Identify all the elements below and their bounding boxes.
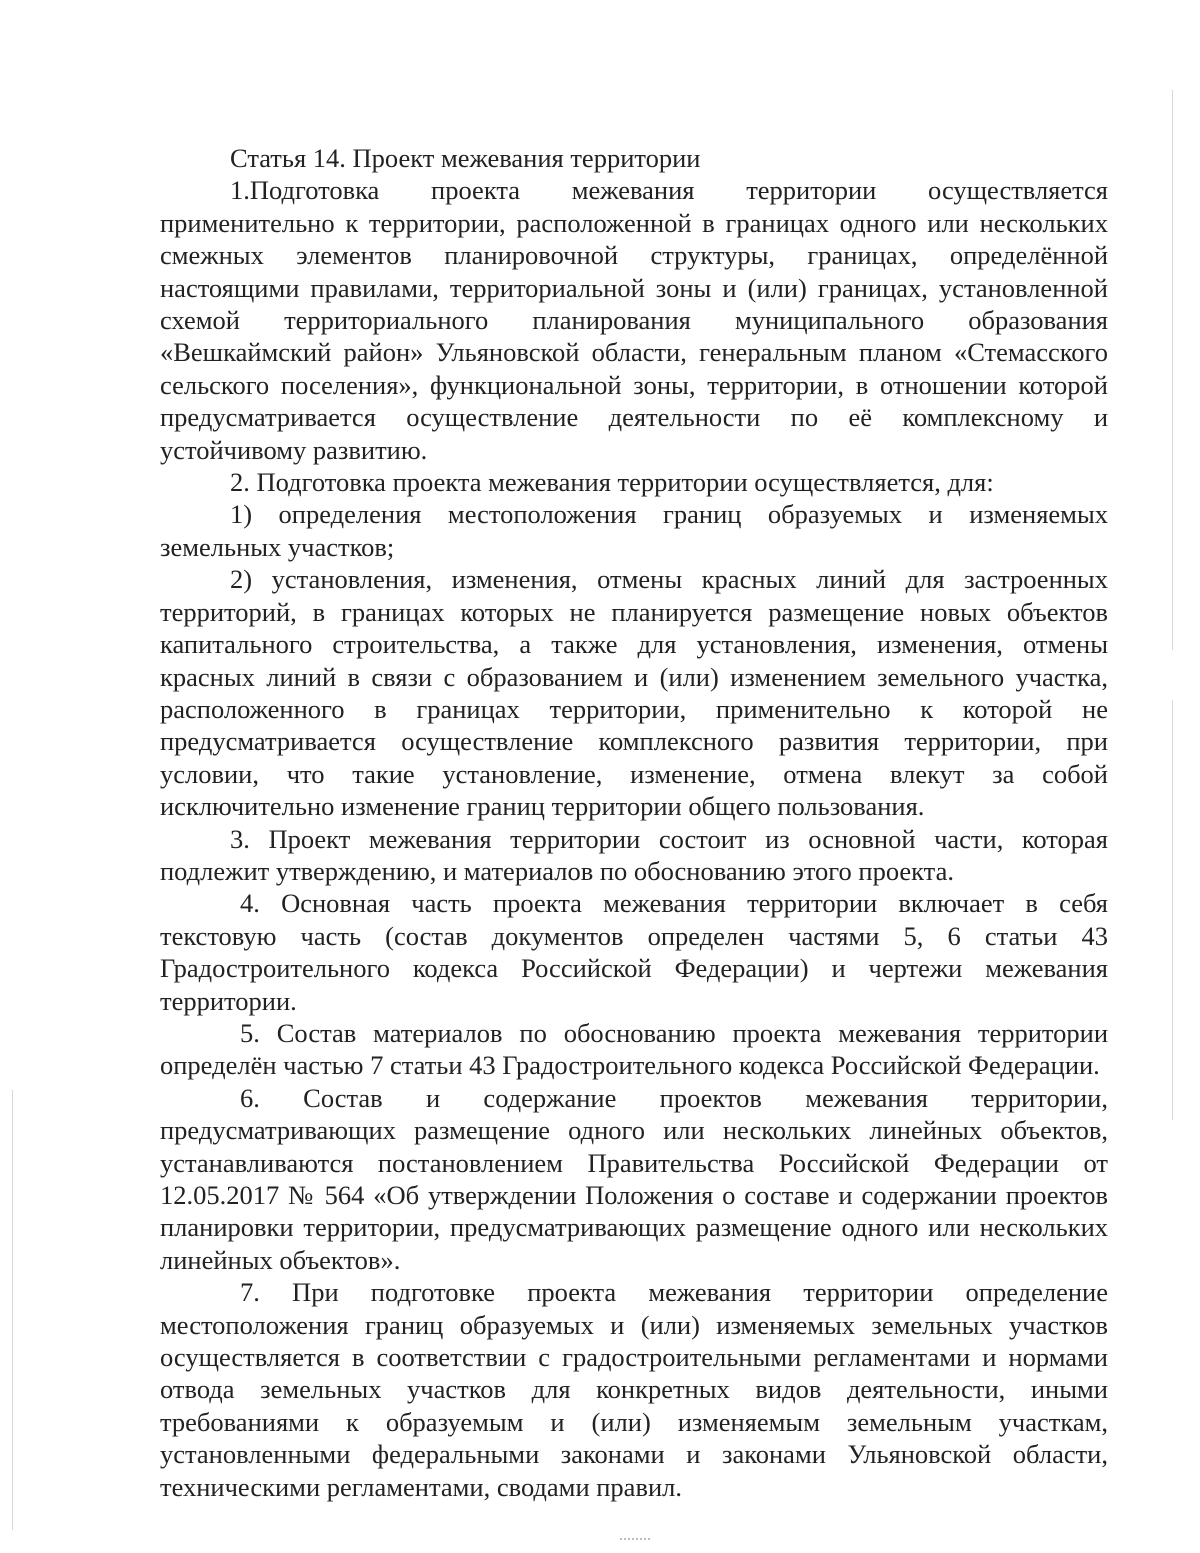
- paragraph-7: 7. При подготовке проекта межевания территории определение местоположения границ образуемых и (или) изменяемых земельных участков осуществляется в соответствии с градостроительными регламентами и нормами отвода земельных участков для конкретных видов деятельности, иными требованиями к образуемым и (или) изменяемым земельным участкам, установленными федеральными законами и законами Ульяновской области, техническими регламентами, сводами правил.: [160, 1277, 1108, 1502]
- paragraph-3: 3. Проект межевания территории состоит из основной части, которая подлежит утверждению, и материалов по обоснованию этого проекта.: [160, 823, 1108, 886]
- paragraph-1: 1.Подготовка проекта межевания территории осуществляется применительно к территории, расположенной в границах одного или нескольких смежных элементов планировочной структуры, границах, определённой настоящими правилами, территориальной зоны и (или) границах, установленной схемой территориального планирования муниципального образования «Вешкаймский район» Ульяновской области, генеральным планом «Стемасского сельского поселения», функциональной зоны, территории, в отношении которой предусматривается осуществление деятельности по её комплексному и устойчивому развитию.: [160, 175, 1108, 465]
- paragraph-6: 6. Состав и содержание проектов межевания территории, предусматривающих размещение одного или нескольких линейных объектов, устанавливаются постановлением Правительства Российской Федерации от 12.05.2017 № 564 «Об утверждении Положения о составе и содержании проектов планировки территории, предусматривающих размещение одного или нескольких линейных объектов».: [160, 1082, 1108, 1275]
- scan-edge-mark-left: [12, 1090, 13, 1530]
- scan-edge-mark-right-lower: [1172, 700, 1173, 1120]
- paragraph-2-item-2: 2) установления, изменения, отмены красных линий для застроенных территорий, в границах которых не планируется размещение новых объектов капитального строительства, а также для установления, изменения, отмены красных линий в связи с образованием и (или) изменением земельного участка, расположенного в границах территории, применительно к которой не предусматривается осуществление комплексного развития территории, при условии, что такие установление, изменение, отмена влекут за собой исключительно изменение границ территории общего пользования.: [160, 564, 1108, 822]
- page-number-mark: [620, 1538, 650, 1543]
- scan-edge-mark-right: [1172, 90, 1173, 650]
- paragraph-2-item-1: 1) определения местоположения границ образуемых и изменяемых земельных участков;: [160, 499, 1108, 562]
- paragraph-2: 2. Подготовка проекта межевания территории осуществляется, для:: [230, 467, 994, 498]
- document-body: [160, 142, 1108, 1503]
- paragraph-5: 5. Состав материалов по обоснованию проекта межевания территории определён частью 7 статьи 43 Градостроительного кодекса Российской Федерации.: [160, 1017, 1108, 1081]
- article-title: Статья 14. Проект межевания территории: [230, 143, 701, 173]
- paragraph-4: 4. Основная часть проекта межевания территории включает в себя текстовую часть (состав документов определен частями 5, 6 статьи 43 Градостроительного кодекса Российской Федерации) и чертежи межевания территории.: [160, 888, 1108, 1016]
